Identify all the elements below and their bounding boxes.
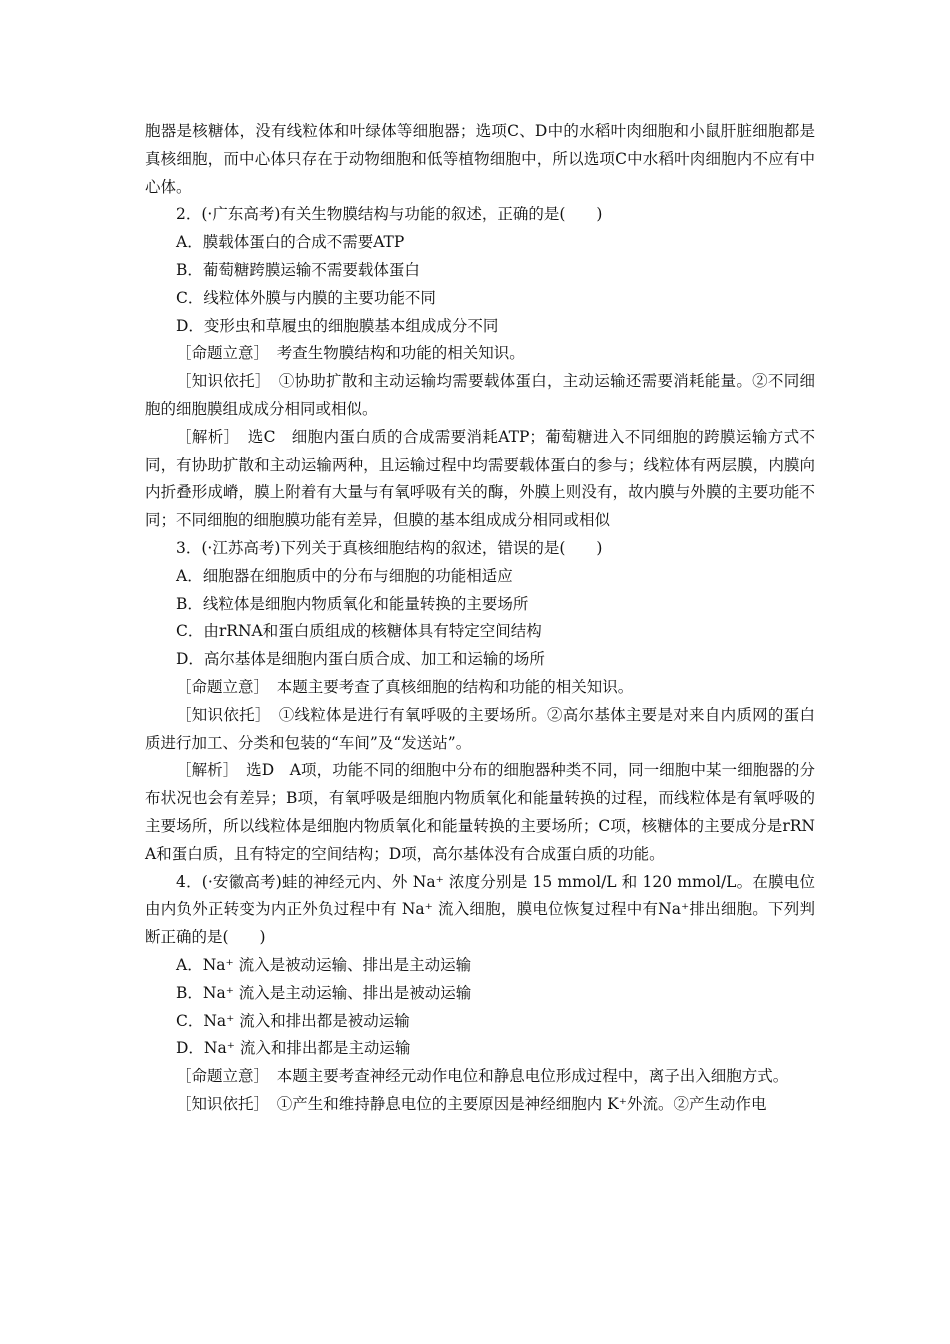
- question-4-option-b: B．Na⁺ 流入是主动运输、排出是被动运输: [176, 983, 472, 1002]
- document-body: [145, 118, 815, 1119]
- question-4-knowledge: ［知识依托］ ①产生和维持静息电位的主要原因是神经细胞内 K⁺外流。②产生动作电: [176, 1094, 767, 1113]
- question-2-knowledge: ［知识依托］ ①协助扩散和主动运输均需要载体蛋白，主动运输还需要消耗能量。②不同细胞的细胞膜组成成分相同或相似。: [145, 372, 815, 418]
- question-2-analysis: ［解析］ 选C 细胞内蛋白质的合成需要消耗ATP；葡萄糖进入不同细胞的跨膜运输方式不同，有协助扩散和主动运输两种，且运输过程中均需要载体蛋白的参与；线粒体有两层膜，内膜向内折叠形成嵴，膜上附着有大量与有氧呼吸有关的酶，外膜上则没有，故内膜与外膜的主要功能不同；不同细胞的细胞膜功能有差异，但膜的基本组成成分相同或相似: [145, 427, 815, 530]
- question-2-option-d: D．变形虫和草履虫的细胞膜基本组成成分不同: [176, 316, 499, 335]
- question-2-intent: ［命题立意］ 考查生物膜结构和功能的相关知识。: [176, 344, 525, 363]
- question-2-stem: 2．(·广东高考)有关生物膜结构与功能的叙述，正确的是( ): [176, 205, 603, 224]
- paragraph: 胞器是核糖体，没有线粒体和叶绿体等细胞器；选项C、D中的水稻叶肉细胞和小鼠肝脏细胞都是真核细胞，而中心体只存在于动物细胞和低等植物细胞中，所以选项C中水稻叶肉细胞内不应有中心体。: [145, 122, 815, 196]
- question-3-knowledge: ［知识依托］ ①线粒体是进行有氧呼吸的主要场所。②高尔基体主要是对来自内质网的蛋白质进行加工、分类和包装的“车间”及“发送站”。: [145, 705, 815, 752]
- question-3-analysis: ［解析］ 选D A项，功能不同的细胞中分布的细胞器种类不同，同一细胞中某一细胞器的分布状况也会有差异；B项，有氧呼吸是细胞内物质氧化和能量转换的过程，而线粒体是有氧呼吸的主要场所，所以线粒体是细胞内物质氧化和能量转换的主要场所；C项，核糖体的主要成分是rRNA和蛋白质，且有特定的空间结构；D项，高尔基体没有合成蛋白质的功能。: [145, 761, 815, 863]
- question-4-stem: 4．(·安徽高考)蛙的神经元内、外 Na⁺ 浓度分别是 15 mmol/L 和 120 mmol/L。在膜电位由内负外正转变为内正外负过程中有 Na⁺ 流入细胞，膜电位恢复过程中有Na⁺排出细胞。下列判断正确的是( ): [145, 872, 815, 947]
- question-3-option-b: B．线粒体是细胞内物质氧化和能量转换的主要场所: [176, 594, 529, 613]
- question-3-stem: 3．(·江苏高考)下列关于真核细胞结构的叙述，错误的是( ): [176, 538, 603, 557]
- question-4-option-c: C．Na⁺ 流入和排出都是被动运输: [176, 1011, 410, 1030]
- question-4-option-d: D．Na⁺ 流入和排出都是主动运输: [176, 1039, 411, 1058]
- question-3-intent: ［命题立意］ 本题主要考查了真核细胞的结构和功能的相关知识。: [176, 677, 634, 696]
- question-2-option-a: A．膜载体蛋白的合成不需要ATP: [176, 233, 405, 252]
- question-4-intent: ［命题立意］ 本题主要考查神经元动作电位和静息电位形成过程中，离子出入细胞方式。: [176, 1067, 789, 1086]
- question-2-option-c: C．线粒体外膜与内膜的主要功能不同: [176, 288, 436, 307]
- question-3-option-c: C．由rRNA和蛋白质组成的核糖体具有特定空间结构: [176, 622, 542, 641]
- question-2-option-b: B．葡萄糖跨膜运输不需要载体蛋白: [176, 260, 420, 279]
- question-4-option-a: A．Na⁺ 流入是被动运输、排出是主动运输: [176, 955, 472, 974]
- question-3-option-d: D．高尔基体是细胞内蛋白质合成、加工和运输的场所: [176, 650, 545, 669]
- question-3-option-a: A．细胞器在细胞质中的分布与细胞的功能相适应: [176, 566, 513, 585]
